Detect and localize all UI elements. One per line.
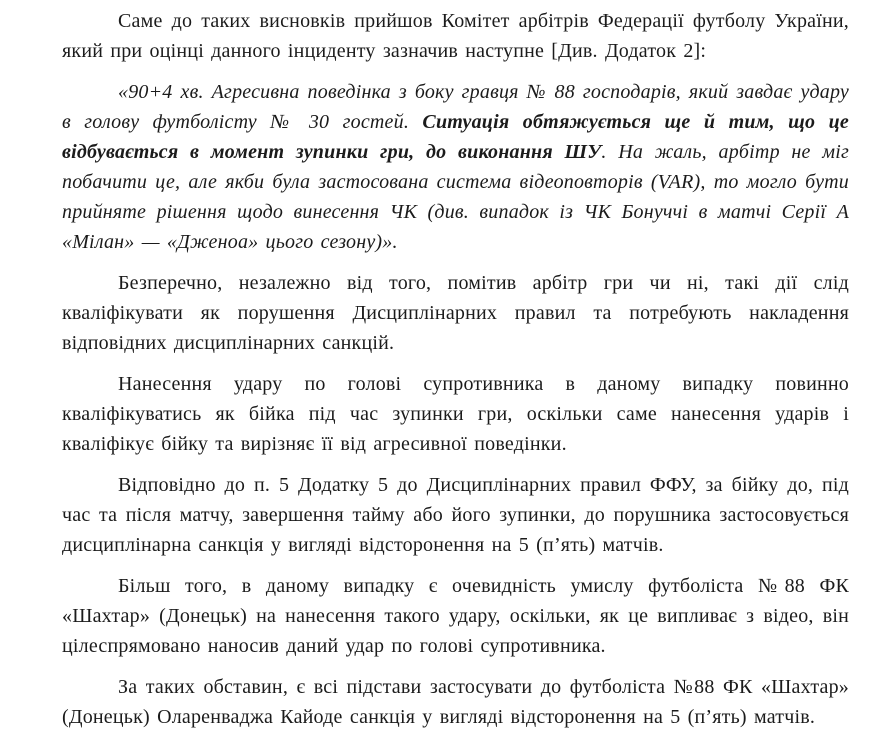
paragraph-text: Більш того, в даному випадку є очевидність умислу футболіста №88 ФК «Шахтар» (Донецьк) на нанесення такого удару, оскільки, як це випливає з відео, він цілеспрямовано наносив даний удар по голові супротивника. (62, 575, 857, 657)
quote-segment-italic-end: . На жаль, арбітр не міг побачити це, але якби була застосована система відеоповторів (VAR), то могло бути прийняте рішення щодо винесення ЧК (див. випадок із ЧК Бонуччі в матчі Серії А «Мілан» — «Дженоа» цього сезону)». (62, 141, 857, 253)
paragraph-quoted-ruling (62, 77, 857, 257)
paragraph-qualification (62, 268, 857, 358)
quote-segment-bold-emphasis: Ситуація обтяжується ще й тим, що це відбувається в момент зупинки гри, до виконання ШУ (62, 111, 857, 163)
paragraph-fight-definition (62, 369, 857, 459)
paragraph-intent (62, 571, 857, 661)
paragraph-text: Безперечно, незалежно від того, помітив арбітр гри чи ні, такі дії слід кваліфікувати як порушення Дисциплінарних правил та потребують накладення відповідних дисциплінарних санкцій. (62, 272, 857, 354)
quote-segment-italic-start: «90+4 хв. Агресивна поведінка з боку гравця № 88 господарів, який завдає удару в голову футболісту № 30 гостей. (62, 81, 857, 133)
paragraph-text: За таких обставин, є всі підстави застосувати до футболіста №88 ФК «Шахтар» (Донецьк) Оларенваджа Кайоде санкція у вигляді відсторонення на 5 (п’ять) матчів. (62, 676, 857, 728)
paragraph-text: Саме до таких висновків прийшов Комітет арбітрів Федерації футболу України, який при оцінці данного інциденту зазначив наступне [Див. Додаток 2]: (62, 10, 857, 62)
paragraph-text: Нанесення удару по голові супротивника в даному випадку повинно кваліфікуватись як бійка під час зупинки гри, оскільки саме нанесення ударів і кваліфікує бійку та вирізняє її від агресивної поведінки. (62, 373, 857, 455)
paragraph-text: Відповідно до п. 5 Додатку 5 до Дисциплінарних правил ФФУ, за бійку до, під час та після матчу, завершення тайму або його зупинки, до порушника застосовується дисциплінарна санкція у вигляді відсторонення на 5 (п’ять) матчів. (62, 474, 857, 556)
paragraph-committee-conclusion (62, 6, 857, 66)
paragraph-sanction-conclusion (62, 672, 857, 732)
paragraph-disciplinary-rule (62, 470, 857, 560)
